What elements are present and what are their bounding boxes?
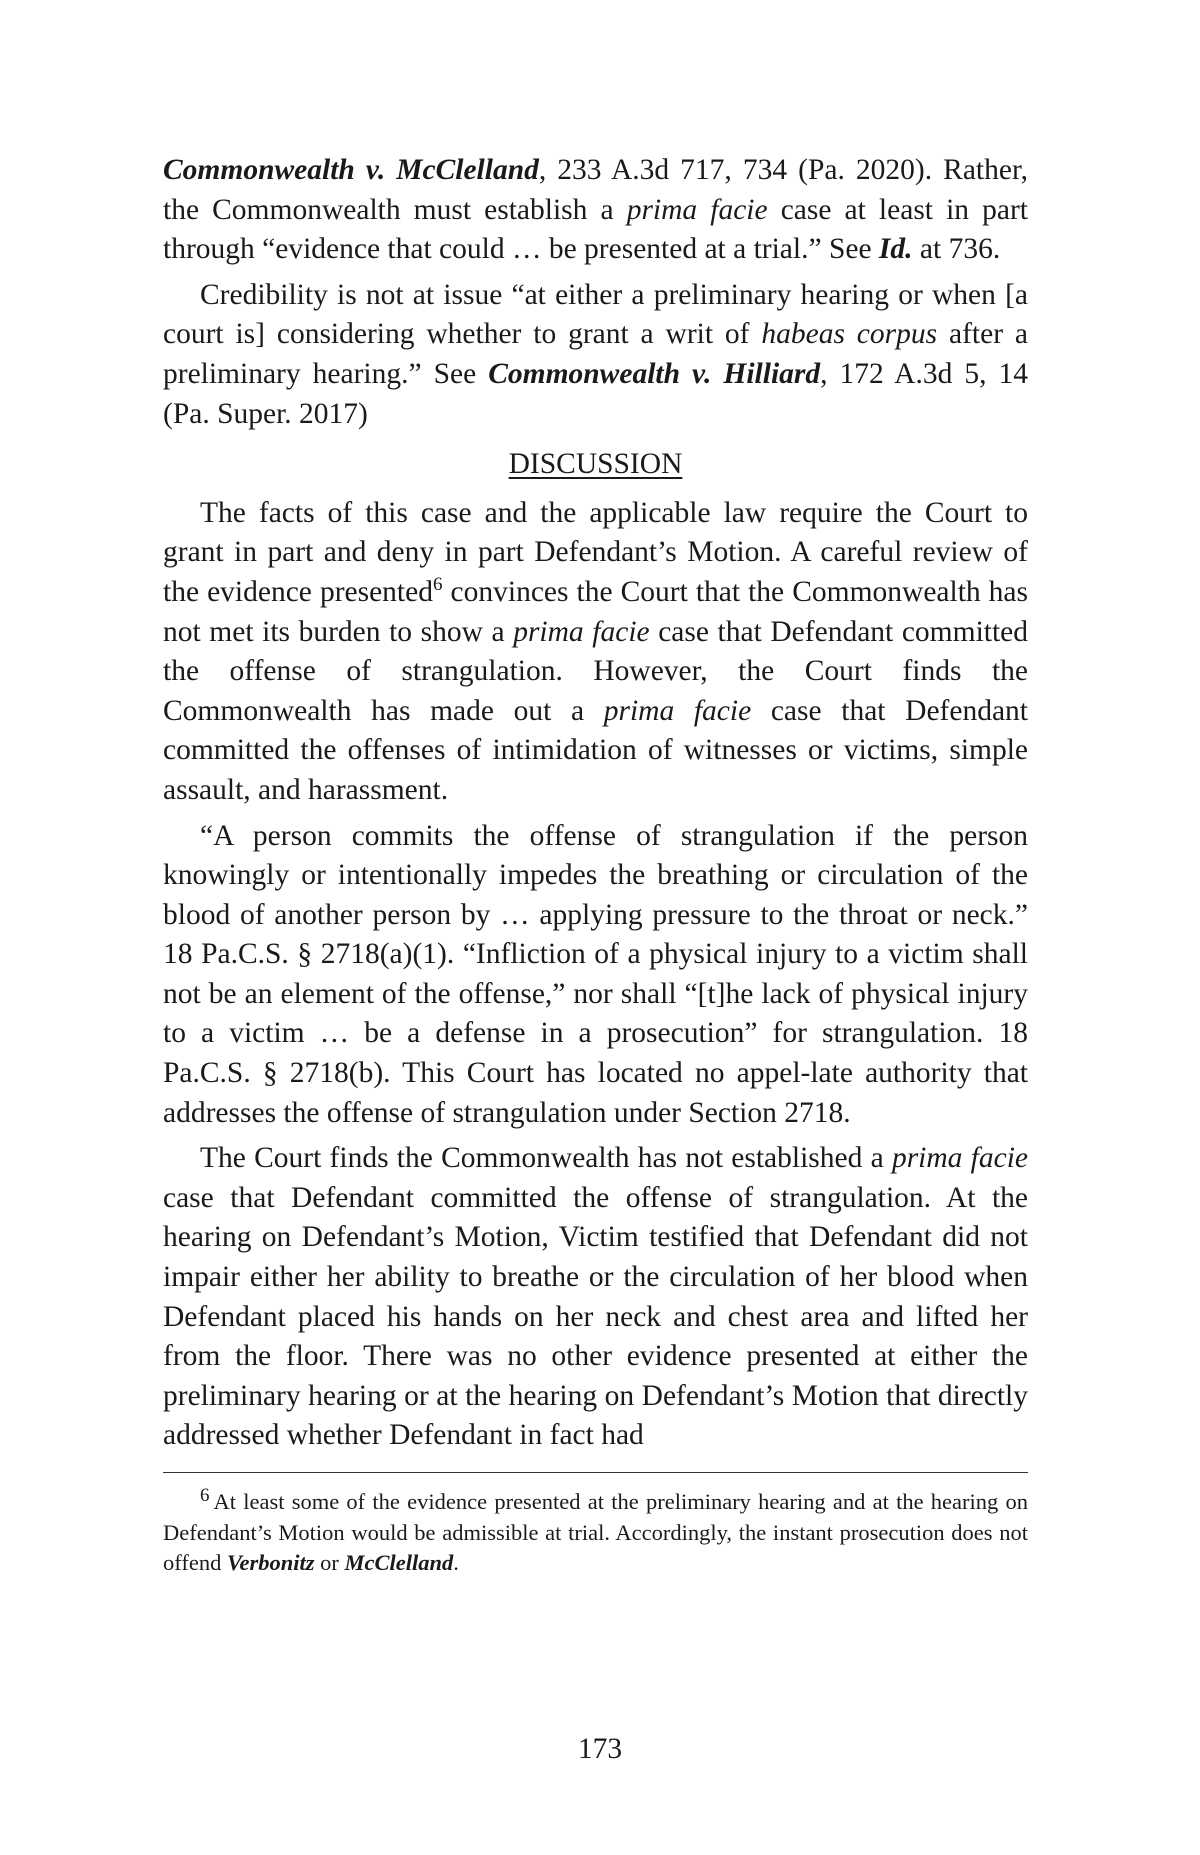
case-citation-mcclelland: Commonwealth v. McClelland <box>163 154 539 186</box>
text-run: case that Defendant committed the offense of strangulation. However, the Court finds the Commonwealth has made out a <box>163 615 1028 727</box>
text-run: . <box>453 1550 459 1575</box>
paragraph-3 <box>163 494 1028 811</box>
text-run: case that Defendant committed the offense of strangulation. At the hearing on Defendant’s Motion, Victim testified that Defendant did not impair either her ability to breathe or the circulation of her blood when Defendant placed his hands on her neck and chest area and lifted her from the floor. There was no other evidence presented at either the preliminary hearing or at the hearing on Defendant’s Motion that directly addressed whether Defendant in fact had <box>163 1181 1028 1452</box>
footnote-reference: 6 <box>432 574 443 596</box>
text-run: convinces the Court that the Commonwealth has not met its burden to show a <box>163 575 1029 648</box>
text-run: , 172 A.3d 5, 14 (Pa. Super. 2017) <box>163 357 1028 430</box>
text-run: The facts of this case and the applicable law require the Court to grant in part and deny in part Defendant’s Motion. A careful review of the evidence presented <box>163 496 1028 608</box>
text-run: The Court finds the Commonwealth has not established a <box>200 1142 892 1175</box>
italic-prima-facie: prima facie <box>513 615 650 648</box>
text-run: or <box>314 1550 345 1575</box>
case-citation-hilliard: Commonwealth v. Hilliard <box>488 357 821 390</box>
italic-prima-facie: prima facie <box>603 694 752 727</box>
case-citation-verbonitz: Verbonitz <box>226 1550 315 1575</box>
paragraph-2 <box>163 276 1028 434</box>
text-run: at 736. <box>912 233 1001 266</box>
paragraph-4: “A person commits the offense of strangulation if the person knowingly or intentionally impedes the breathing or circulation of the blood of another person by … applying pressure to the throat or neck.” 18 Pa.C.S. § 2718(a)(1). “Infliction of a physical injury to a victim shall not be an element of the offense,” nor shall “[t]he lack of physical injury to a victim … be a defense in a prosecution” for strangulation. 18 Pa.C.S. § 2718(b). This Court has located no appel-late authority that addresses the offense of strangulation under Section 2718. <box>163 819 1028 1129</box>
text-run: , 233 A.3d 717, 734 (Pa. 2020). Rather, the Commonwealth must establish a <box>163 154 1028 226</box>
section-heading: DISCUSSION <box>508 448 683 481</box>
text-run: after a preliminary hearing.” See <box>163 318 1028 390</box>
text-run: case at least in part through “evidence that could … be presented at a trial.” See <box>163 193 1028 266</box>
text-run: Credibility is not at issue “at either a preliminary hearing or when [a court is] considering whether to grant a writ of <box>163 278 1028 351</box>
text-run: case that Defendant committed the offenses of intimidation of witnesses or victims, simple assault, and harassment. <box>163 694 1028 806</box>
footnote-mark: 6 <box>200 1484 210 1506</box>
footnote-divider <box>163 1472 1028 1473</box>
paragraph-5 <box>163 1139 1028 1456</box>
page-number: 173 <box>577 1733 623 1765</box>
footnote-6 <box>163 1484 1028 1579</box>
paragraph-1 <box>163 151 1028 270</box>
case-citation-id: Id. <box>878 233 913 266</box>
case-citation-mcclelland: McClelland <box>344 1550 454 1575</box>
text-run: At least some of the evidence presented at the preliminary hearing and at the hearing on Defendant’s Motion would be admissible at trial. Accordingly, the instant prosecution does not offend <box>163 1489 1028 1575</box>
page-body <box>163 151 1028 1579</box>
italic-habeas-corpus: habeas corpus <box>761 318 938 351</box>
italic-prima-facie: prima facie <box>891 1142 1028 1175</box>
italic-prima-facie: prima facie <box>626 193 768 226</box>
